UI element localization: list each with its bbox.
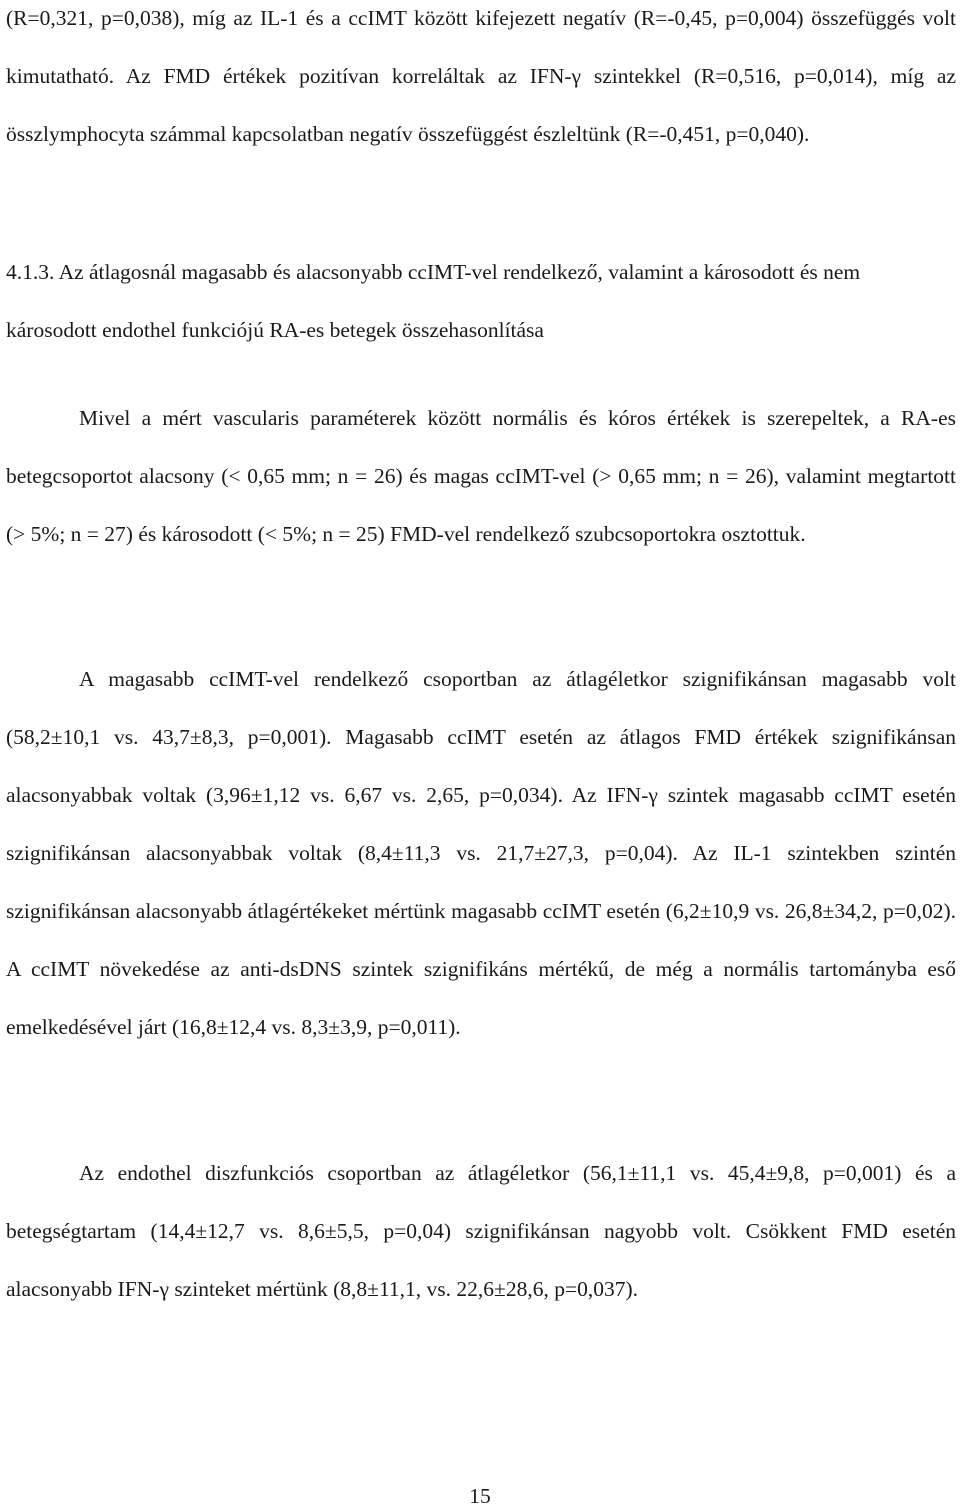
paragraph-ccimt-results: A magasabb ccIMT-vel rendelkező csoportban az átlagéletkor szignifikánsan magasabb volt (58,2±10,1 vs. 43,7±8,3, p=0,001). Magasabb ccIMT esetén az átlagos FMD értékek szignifikánsan alacsonyabbak voltak (3,96±1,12 vs. 6,67 vs. 2,65, p=0,034). Az IFN-γ szintek magasabb ccIMT esetén szignifikánsan alacsonyabbak voltak (8,4±11,3 vs. 21,7±27,3, p=0,04). Az IL-1 szintekben szintén szignifikánsan alacsonyabb átlagértékeket mértünk magasabb ccIMT esetén (6,2±10,9 vs. 26,8±34,2, p=0,02). A ccIMT növekedése az anti-dsDNS szintek szignifikáns mértékű, de még a normális tartományba eső emelkedésével járt (16,8±12,4 vs. 8,3±3,9, p=0,011). bbox=[6, 667, 956, 1039]
section-heading: 4.1.3. Az átlagosnál magasabb és alacsonyabb ccIMT-vel rendelkező, valamint a károsodott és nem károsodott endothel funkciójú RA-es betegek összehasonlítása bbox=[6, 260, 861, 342]
paragraph-correlations: (R=0,321, p=0,038), míg az IL-1 és a ccIMT között kifejezett negatív (R=-0,45, p=0,004) összefüggés volt kimutatható. Az FMD értékek pozitívan korreláltak az IFN-γ szintekkel (R=0,516, p=0,014), míg az összlymphocyta számmal kapcsolatban negatív összefüggést észleltünk (R=-0,451, p=0,040). bbox=[6, 6, 956, 146]
page-number: 15 bbox=[469, 1484, 491, 1508]
paragraph-fmd-results: Az endothel diszfunkciós csoportban az átlagéletkor (56,1±11,1 vs. 45,4±9,8, p=0,001) és a betegségtartam (14,4±12,7 vs. 8,6±5,5, p=0,04) szignifikánsan nagyobb volt. Csökkent FMD esetén alacsonyabb IFN-γ szinteket mértünk (8,8±11,1, vs. 22,6±28,6, p=0,037). bbox=[6, 1161, 956, 1301]
paragraph-subgroups: Mivel a mért vascularis paraméterek között normális és kóros értékek is szerepeltek, a RA-es betegcsoportot alacsony (< 0,65 mm; n = 26) és magas ccIMT-vel (> 0,65 mm; n = 26), valamint megtartott (> 5%; n = 27) és károsodott (< 5%; n = 25) FMD-vel rendelkező szubcsoportokra osztottuk. bbox=[6, 406, 956, 546]
